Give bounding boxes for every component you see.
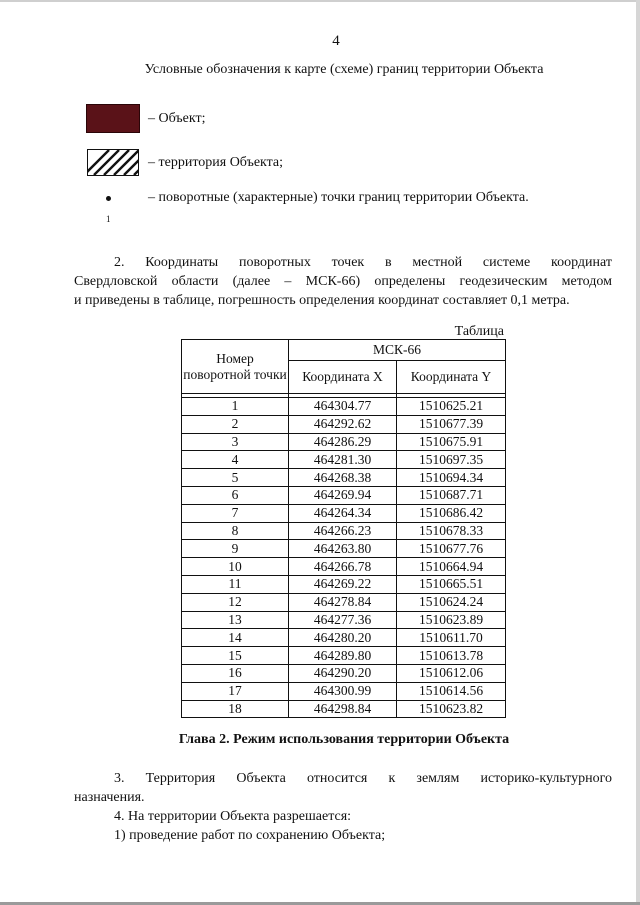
paragraph-4: 4. На территории Объекта разрешается: xyxy=(114,809,352,824)
page-number: 4 xyxy=(332,33,340,49)
cell-point-number: 2 xyxy=(182,415,289,433)
table-row xyxy=(182,647,506,665)
table-row xyxy=(182,504,506,522)
turning-point-icon xyxy=(106,196,111,201)
cell-coordinate-y: 1510611.70 xyxy=(397,629,506,647)
coordinates-table xyxy=(181,339,506,718)
cell-point-number: 8 xyxy=(182,522,289,540)
cell-point-number: 13 xyxy=(182,611,289,629)
cell-coordinate-x: 464298.84 xyxy=(289,700,397,718)
cell-coordinate-x: 464266.23 xyxy=(289,522,397,540)
table-row xyxy=(182,398,506,416)
table-row xyxy=(182,469,506,487)
cell-point-number: 4 xyxy=(182,451,289,469)
col-header-x: Координата X xyxy=(289,361,397,394)
table-row xyxy=(182,593,506,611)
table-row xyxy=(182,415,506,433)
cell-coordinate-x: 464289.80 xyxy=(289,647,397,665)
cell-point-number: 6 xyxy=(182,486,289,504)
cell-point-number: 14 xyxy=(182,629,289,647)
cell-coordinate-y: 1510694.34 xyxy=(397,469,506,487)
legend-points-text: – поворотные (характерные) точки границ территории Объекта. xyxy=(148,190,529,205)
paragraph-2-line-3: и приведены в таблице, погрешность определения координат составляет 0,1 метра. xyxy=(74,293,570,308)
cell-coordinate-y: 1510623.82 xyxy=(397,700,506,718)
cell-coordinate-y: 1510687.71 xyxy=(397,486,506,504)
cell-point-number: 1 xyxy=(182,398,289,416)
col-header-group: МСК-66 xyxy=(289,340,506,361)
table-row xyxy=(182,486,506,504)
cell-coordinate-x: 464268.38 xyxy=(289,469,397,487)
cell-coordinate-y: 1510686.42 xyxy=(397,504,506,522)
cell-point-number: 15 xyxy=(182,647,289,665)
cell-coordinate-x: 464269.94 xyxy=(289,486,397,504)
table-body xyxy=(182,398,506,718)
cell-coordinate-y: 1510624.24 xyxy=(397,593,506,611)
territory-hatch-swatch xyxy=(87,149,139,176)
turning-point-label: 1 xyxy=(106,214,111,224)
table-caption: Таблица xyxy=(454,324,504,339)
cell-coordinate-x: 464263.80 xyxy=(289,540,397,558)
cell-coordinate-y: 1510665.51 xyxy=(397,575,506,593)
cell-coordinate-x: 464277.36 xyxy=(289,611,397,629)
cell-coordinate-y: 1510612.06 xyxy=(397,664,506,682)
table-row xyxy=(182,664,506,682)
table-row xyxy=(182,575,506,593)
cell-coordinate-y: 1510664.94 xyxy=(397,558,506,576)
table-row xyxy=(182,558,506,576)
cell-coordinate-y: 1510613.78 xyxy=(397,647,506,665)
cell-point-number: 3 xyxy=(182,433,289,451)
scan-top-edge xyxy=(0,0,640,2)
legend-territory-text: – территория Объекта; xyxy=(148,155,284,170)
paragraph-3-line-1: 3. Территория Объекта относится к землям историко-культурного xyxy=(114,771,612,786)
paragraph-2 xyxy=(74,253,612,310)
cell-point-number: 12 xyxy=(182,593,289,611)
cell-point-number: 11 xyxy=(182,575,289,593)
cell-coordinate-y: 1510697.35 xyxy=(397,451,506,469)
cell-coordinate-y: 1510623.89 xyxy=(397,611,506,629)
cell-coordinate-x: 464292.62 xyxy=(289,415,397,433)
item-4-1: 1) проведение работ по сохранению Объекта; xyxy=(114,828,386,843)
cell-coordinate-x: 464304.77 xyxy=(289,398,397,416)
table-row xyxy=(182,700,506,718)
col-header-point: Номер поворотной точки xyxy=(182,340,289,394)
cell-point-number: 18 xyxy=(182,700,289,718)
cell-coordinate-y: 1510677.76 xyxy=(397,540,506,558)
object-swatch xyxy=(86,104,140,133)
table-row xyxy=(182,522,506,540)
scan-right-edge xyxy=(636,0,640,905)
table-row xyxy=(182,611,506,629)
cell-coordinate-x: 464264.34 xyxy=(289,504,397,522)
table-row xyxy=(182,433,506,451)
table-row xyxy=(182,629,506,647)
cell-coordinate-y: 1510614.56 xyxy=(397,682,506,700)
cell-coordinate-y: 1510625.21 xyxy=(397,398,506,416)
col-header-y: Координата Y xyxy=(397,361,506,394)
cell-coordinate-x: 464290.20 xyxy=(289,664,397,682)
table-row xyxy=(182,451,506,469)
cell-point-number: 16 xyxy=(182,664,289,682)
cell-coordinate-x: 464278.84 xyxy=(289,593,397,611)
cell-point-number: 17 xyxy=(182,682,289,700)
legend-object-text: – Объект; xyxy=(148,111,206,126)
cell-point-number: 10 xyxy=(182,558,289,576)
cell-point-number: 5 xyxy=(182,469,289,487)
cell-point-number: 9 xyxy=(182,540,289,558)
cell-coordinate-x: 464300.99 xyxy=(289,682,397,700)
cell-coordinate-x: 464269.22 xyxy=(289,575,397,593)
cell-coordinate-x: 464281.30 xyxy=(289,451,397,469)
paragraph-3-line-2: назначения. xyxy=(74,790,145,805)
cell-coordinate-y: 1510675.91 xyxy=(397,433,506,451)
cell-point-number: 7 xyxy=(182,504,289,522)
cell-coordinate-y: 1510678.33 xyxy=(397,522,506,540)
cell-coordinate-x: 464280.20 xyxy=(289,629,397,647)
legend-title: Условные обозначения к карте (схеме) границ территории Объекта xyxy=(144,62,544,77)
table-row xyxy=(182,540,506,558)
table-row xyxy=(182,682,506,700)
paragraph-3 xyxy=(74,769,612,845)
cell-coordinate-x: 464286.29 xyxy=(289,433,397,451)
cell-coordinate-x: 464266.78 xyxy=(289,558,397,576)
cell-coordinate-y: 1510677.39 xyxy=(397,415,506,433)
paragraph-2-line-2: Свердловской области (далее – МСК-66) определены геодезическим методом xyxy=(74,274,612,289)
chapter-title: Глава 2. Режим использования территории Объекта xyxy=(178,732,510,747)
paragraph-2-line-1: 2. Координаты поворотных точек в местной системе координат xyxy=(114,255,612,270)
